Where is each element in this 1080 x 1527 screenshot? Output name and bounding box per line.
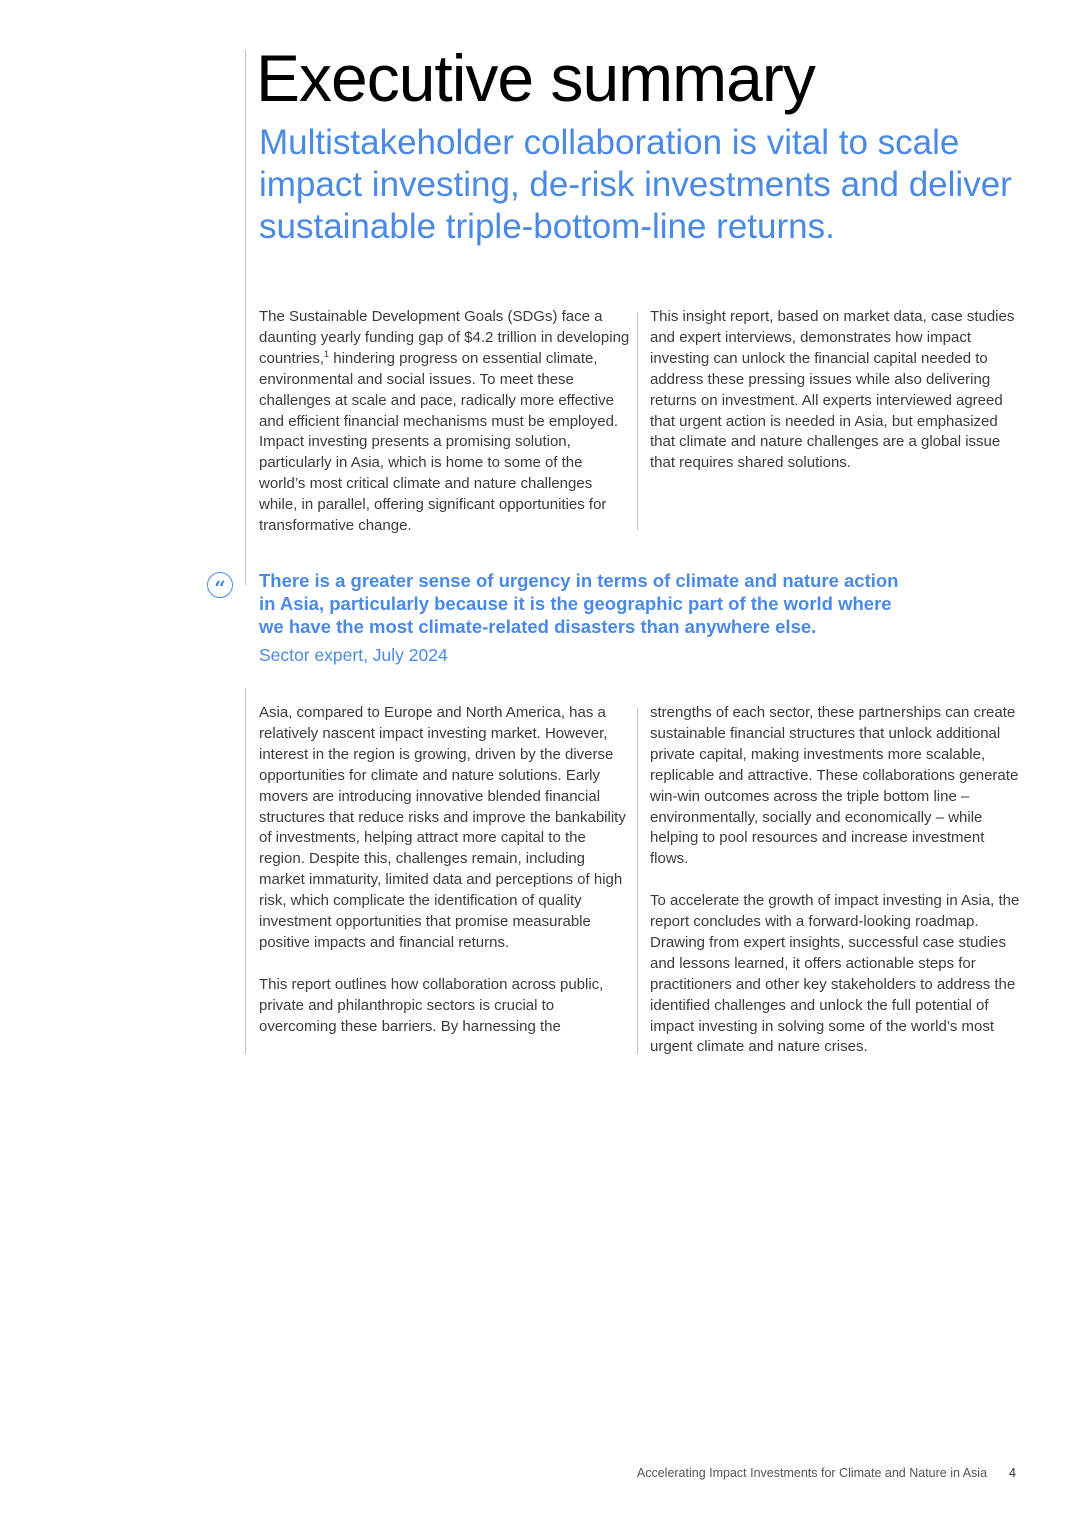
quote-attribution: Sector expert, July 2024: [259, 645, 448, 665]
intro-column-divider: [637, 312, 638, 530]
body-left-paragraph-1: Asia, compared to Europe and North America, has a relatively nascent impact investing market. However, interest in the region is growing, driven by the diverse opportunities for climate and nature solutions. Early movers are introducing innovative blended financial structures that reduce risks and improve the bankability of investments, helping attract more capital to the region. Despite this, challenges remain, including market immaturity, limited data and perceptions of high risk, which complicate the identification of quality investment opportunities that promise measurable positive impacts and financial returns.: [259, 704, 626, 951]
section-rule-bottom: [245, 688, 246, 1054]
footer-report-title: Accelerating Impact Investments for Climate and Nature in Asia: [636, 1466, 988, 1480]
body-right-paragraph-2: To accelerate the growth of impact investing in Asia, the report concludes with a forward-looking roadmap. Drawing from expert insights, successful case studies and lessons learned, it offers actionable steps for practitioners and other key stakeholders to address the identified challenges and unlock the full potential of impact investing in solving some of the world’s most urgent climate and nature crises.: [650, 892, 1020, 1056]
intro-left-text-a: The Sustainable Development Goals (SDGs) face a daunting yearly funding gap of $4.2 trillion in developing countries,: [259, 308, 630, 367]
intro-right-column: [650, 307, 1022, 474]
body-right-column: [650, 703, 1022, 1058]
footnote-ref[interactable]: 1: [324, 348, 330, 359]
body-right-paragraph-1: strengths of each sector, these partnerships can create sustainable financial structures that unlock additional private capital, making investments more scalable, replicable and attractive. These collaborations generate win-win outcomes across the triple bottom line – environmentally, socially and economically – while helping to pool resources and increase investment flows.: [650, 704, 1019, 868]
page-title: Executive summary: [256, 41, 815, 115]
page-subtitle: Multistakeholder collaboration is vital to scale impact investing, de-risk investments and deliver sustainable triple-bottom-line returns.: [259, 123, 1012, 246]
quote-icon: “: [207, 572, 233, 598]
intro-right-paragraph: This insight report, based on market data, case studies and expert interviews, demonstrates how impact investing can unlock the financial capital needed to address these pressing issues while also delivering returns on investment. All experts interviewed agreed that urgent action is needed in Asia, but emphasized that climate and nature challenges are a global issue that requires shared solutions.: [650, 308, 1015, 472]
intro-left-paragraph: [259, 307, 631, 537]
pull-quote: There is a greater sense of urgency in terms of climate and nature action in Asia, particularly because it is the geographic part of the world where we have the most climate-related disasters than anywhere else.: [259, 570, 899, 637]
intro-left-text-b: hindering progress on essential climate, environmental and social issues. To meet these challenges at scale and pace, radically more effective and efficient financial mechanisms must be employed. Impact investing presents a promising solution, particularly in Asia, which is home to some of the world’s most critical climate and nature challenges while, in parallel, offering significant opportunities for transformative change.: [259, 349, 619, 535]
body-left-column: [259, 703, 631, 1037]
body-left-paragraph-2: This report outlines how collaboration across public, private and philanthropic sectors is crucial to overcoming these barriers. By harnessing the: [259, 975, 604, 1035]
section-rule-top: [245, 50, 246, 585]
intro-left-column: [259, 307, 631, 537]
page-number: 4: [1009, 1466, 1016, 1480]
body-column-divider: [637, 708, 638, 1054]
page-footer: [0, 1466, 1016, 1480]
